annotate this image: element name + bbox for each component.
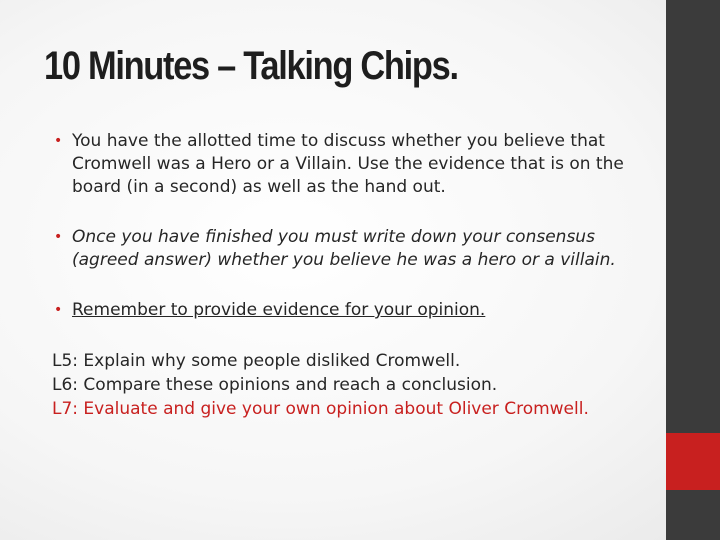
bullet-text: Remember to provide evidence for your opinion.: [72, 300, 486, 320]
level-l5: L5: Explain why some people disliked Cromwell.: [52, 351, 461, 371]
bullet-item: [52, 130, 652, 199]
bullet-text: You have the allotted time to discuss whether you believe that Cromwell was a Hero or a Villain. Use the evidence that is on the board (in a second) as well as the hand out.: [72, 131, 624, 197]
level-l6: L6: Compare these opinions and reach a conclusion.: [52, 375, 498, 395]
bullet-icon: •: [54, 229, 63, 245]
bullet-item: [52, 226, 652, 272]
slide-body: [52, 130, 652, 421]
bullet-item: [52, 299, 652, 322]
bullet-icon: •: [54, 133, 63, 149]
bullet-icon: •: [54, 302, 63, 318]
slide-title: 10 Minutes – Talking Chips.: [44, 44, 458, 88]
level-l7: L7: Evaluate and give your own opinion about Oliver Cromwell.: [52, 399, 589, 419]
bullet-text: Once you have finished you must write down your consensus (agreed answer) whether you believe he was a hero or a villain.: [72, 227, 616, 270]
accent-block: [666, 433, 720, 490]
